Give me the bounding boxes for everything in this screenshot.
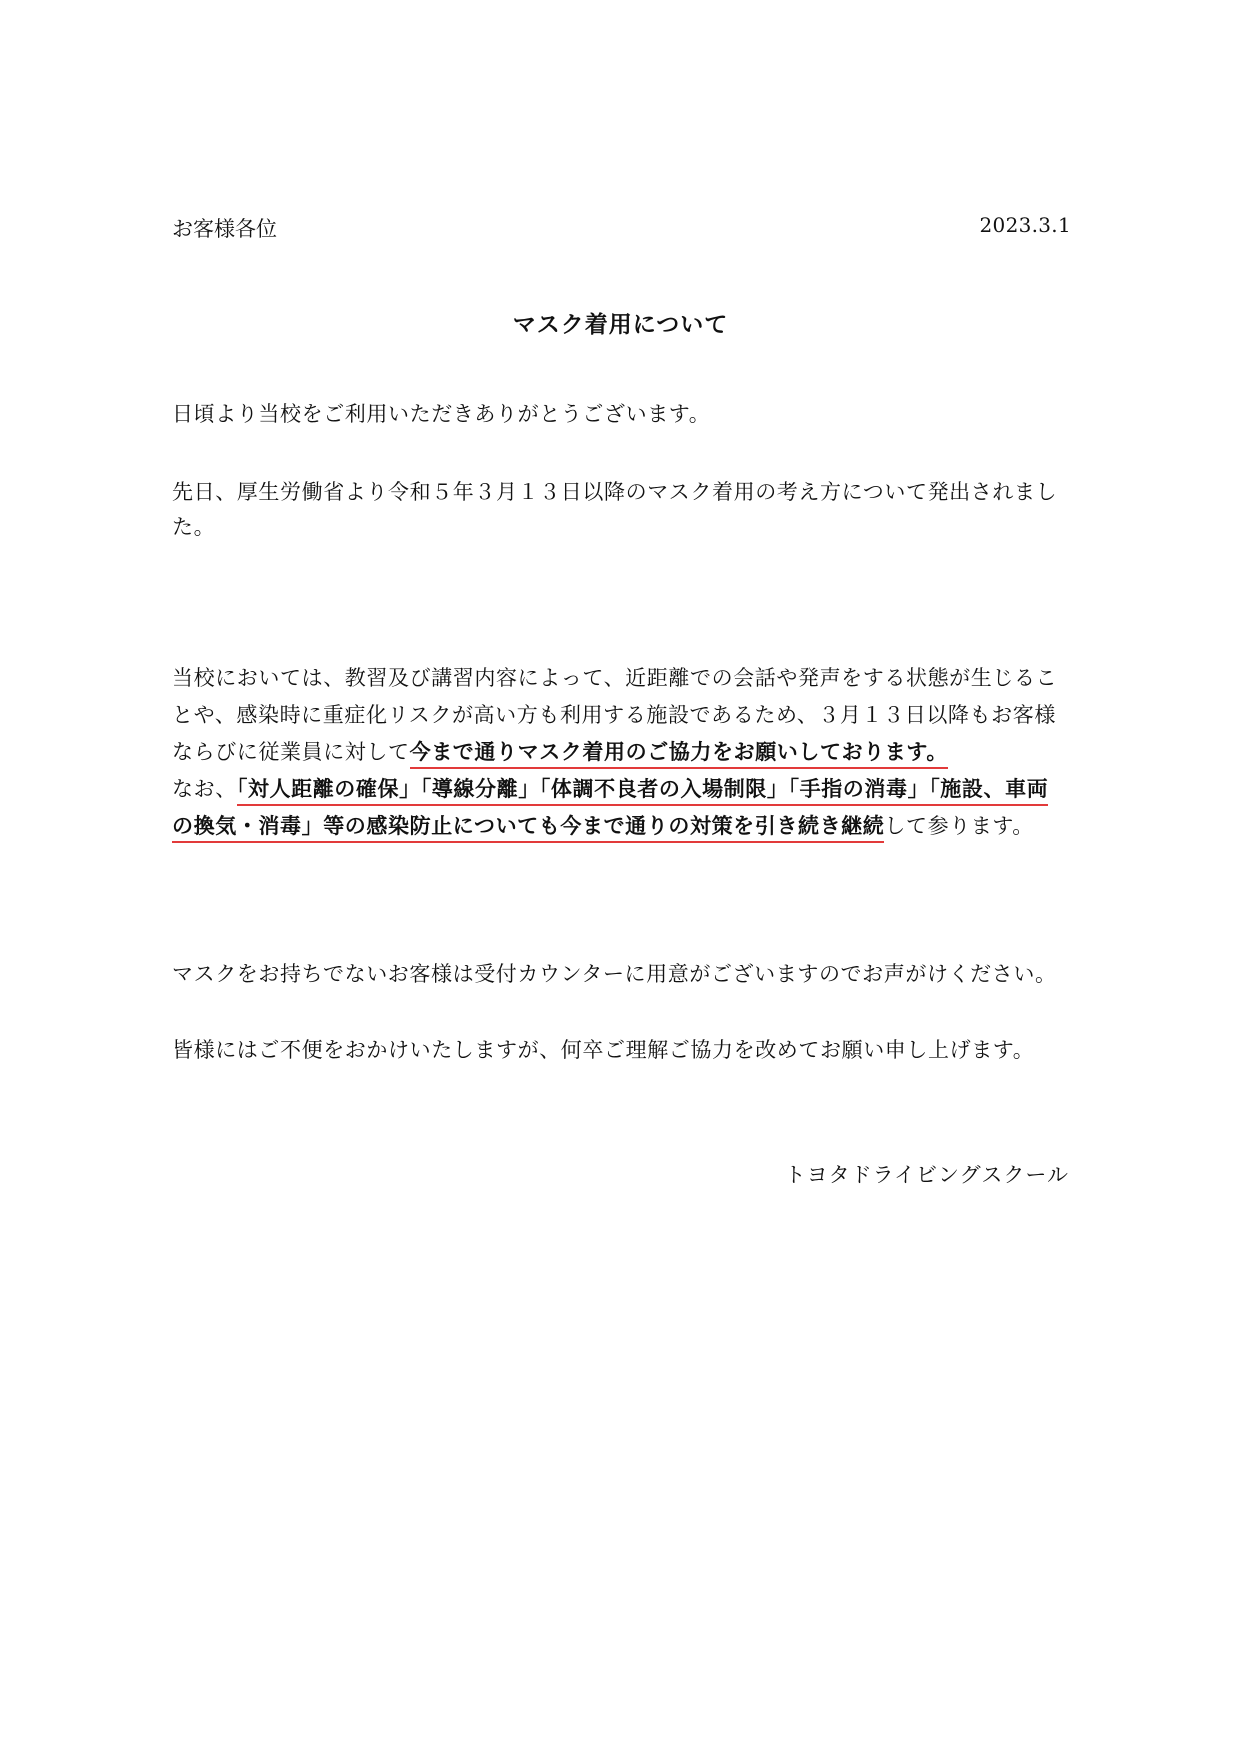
policy-line-3: [172, 742, 948, 763]
signature: トヨタドライビングスクール: [784, 1163, 1069, 1187]
measures-line-1: [172, 779, 1048, 800]
policy-line-3-plain: ならびに従業員に対して: [172, 740, 410, 764]
document-date: 2023.3.1: [979, 213, 1071, 237]
measures-line-2: [172, 816, 1034, 837]
measures-emphasis-1: 「対人距離の確保」「導線分離」「体調不良者の入場制限」「手指の消毒」「施設、車両: [237, 777, 1049, 806]
policy-emphasis: 今まで通りマスク着用のご協力をお願いしております。: [410, 740, 948, 769]
greeting-paragraph: 日頃より当校をご利用いただきありがとうございます。: [172, 402, 711, 426]
closing-paragraph: 皆様にはご不便をおかけいたしますが、何卒ご理解ご協力を改めてお願い申し上げます。: [172, 1038, 1035, 1062]
policy-line-2: とや、感染時に重症化リスクが高い方も利用する施設であるため、３月１３日以降もお客様: [172, 703, 1056, 727]
notice-line-2: た。: [172, 515, 216, 539]
policy-line-1: 当校においては、教習及び講習内容によって、近距離での会話や発声をする状態が生じるこ: [172, 666, 1058, 690]
document-title: マスク着用について: [512, 312, 729, 338]
measures-emphasis-2: の換気・消毒」等の感染防止についても今まで通りの対策を引き続き継続: [172, 814, 884, 843]
mask-notice-paragraph: マスクをお持ちでないお客様は受付カウンターに用意がございますのでお声がけください。: [172, 962, 1057, 986]
notice-line-1: 先日、厚生労働省より令和５年３月１３日以降のマスク着用の考え方について発出されまし: [172, 480, 1058, 504]
measures-line-1-plain: なお、: [172, 777, 237, 801]
measures-line-2-plain: して参ります。: [884, 814, 1034, 838]
recipient-line: お客様各位: [172, 217, 277, 241]
